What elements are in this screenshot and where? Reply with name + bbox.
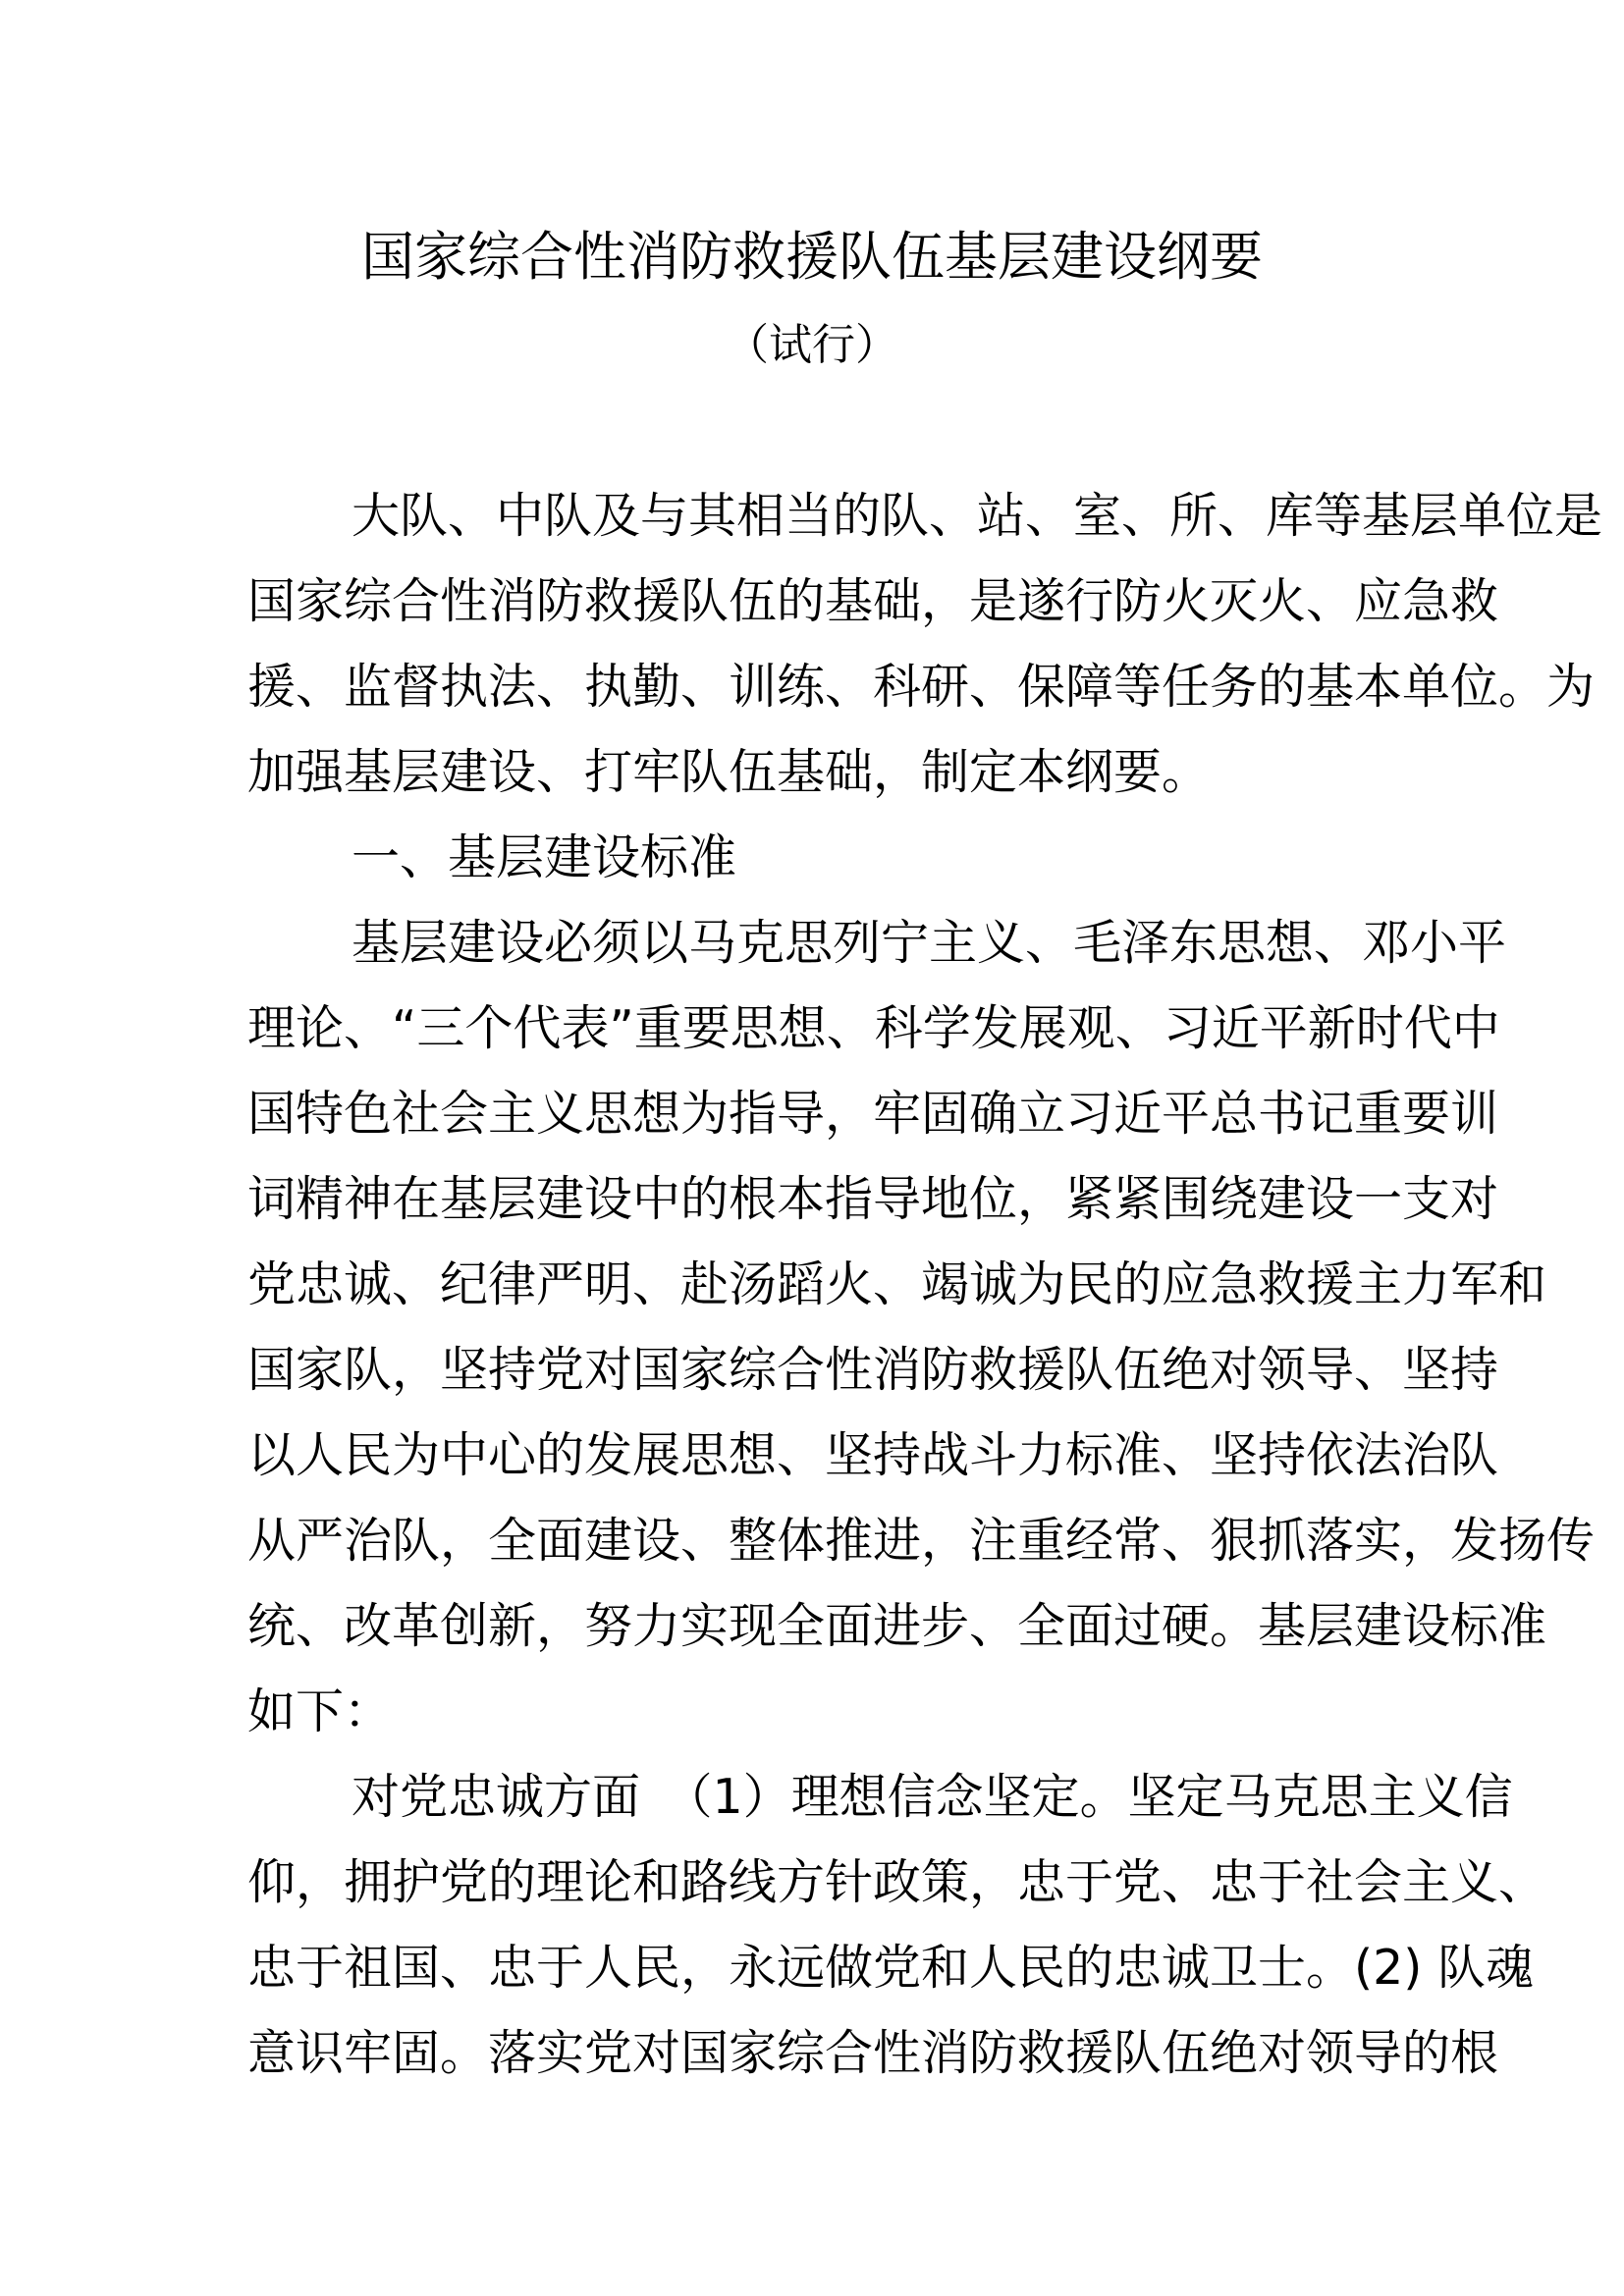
paragraph-line: 大队、中队及与其相当的队、站、室、所、库等基层单位是 [352,488,1603,544]
paragraph-line: 援、监督执法、执勤、训练、科研、保障等任务的基本单位。为 [247,659,1596,715]
document-title: 国家综合性消防救援队伍基层建设纲要 [361,226,1263,288]
document-subtitle: （试行） [726,320,898,370]
paragraph-line: 党忠诚、纪律严明、赴汤蹈火、竭诚为民的应急救援主力军和 [247,1256,1547,1312]
paragraph-line: 忠于祖国、忠于人民，永远做党和人民的忠诚卫士。(2) 队魂 [247,1940,1534,1996]
paragraph-line: 从严治队，全面建设、整体推进，注重经常、狠抓落实，发扬传 [247,1513,1596,1569]
paragraph-line: 统、改革创新，努力实现全面进步、全面过硬。基层建设标准 [247,1598,1547,1654]
paragraph-line: 词精神在基层建设中的根本指导地位，紧紧围绕建设一支对 [247,1171,1499,1227]
section-heading: 一、基层建设标准 [352,829,737,885]
paragraph-line: 国特色社会主义思想为指导，牢固确立习近平总书记重要训 [247,1086,1499,1142]
paragraph-line: 对党忠诚方面 （1）理想信念坚定。坚定马克思主义信 [352,1769,1513,1825]
paragraph-line: 如下： [247,1683,393,1739]
paragraph-line: 国家队，坚持党对国家综合性消防救援队伍绝对领导、坚持 [247,1342,1499,1398]
paragraph-line: 理论、“三个代表”重要思想、科学发展观、习近平新时代中 [247,1000,1500,1056]
paragraph-line: 基层建设必须以马克思列宁主义、毛泽东思想、邓小平 [352,915,1507,971]
paragraph-line: 国家综合性消防救援队伍的基础，是遂行防火灭火、应急救 [247,573,1499,629]
paragraph-line: 以人民为中心的发展思想、坚持战斗力标准、坚持依法治队 [247,1427,1499,1483]
paragraph-line: 仰，拥护党的理论和路线方针政策，忠于党、忠于社会主义、 [247,1854,1547,1910]
paragraph-line: 加强基层建设、打牢队伍基础，制定本纲要。 [247,744,1211,800]
paragraph-line: 意识牢固。落实党对国家综合性消防救援队伍绝对领导的根 [247,2025,1499,2081]
